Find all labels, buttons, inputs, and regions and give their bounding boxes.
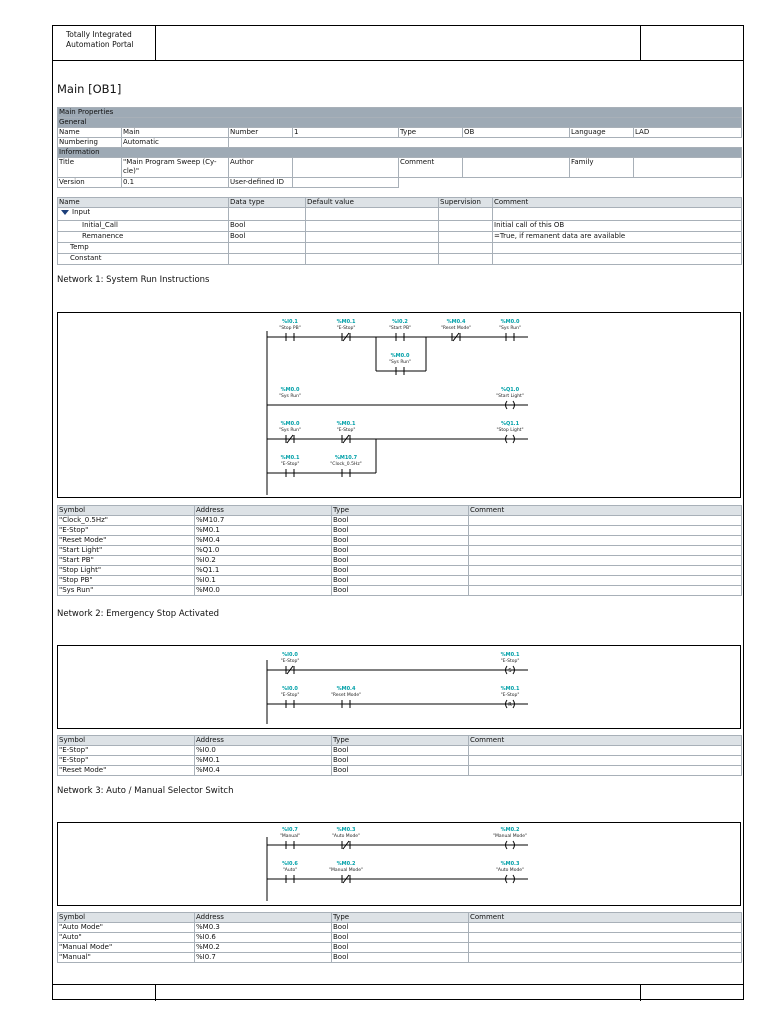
symbol-cell [469, 923, 742, 933]
symbol-cell [469, 516, 742, 526]
title-line1: "Main Program Sweep (Cy- [123, 158, 217, 166]
address-label: %M0.1 [280, 455, 300, 461]
label-type: Type [399, 128, 463, 138]
address-label: %M0.0 [280, 387, 300, 393]
value-version: 0.1 [122, 178, 229, 188]
symbol-cell: "Stop PB" [58, 576, 195, 586]
symbol-row [58, 766, 742, 776]
coil-function-label: S [508, 668, 512, 674]
symbol-row [58, 576, 742, 586]
symbol-cell: "Clock_0.5Hz" [58, 516, 195, 526]
symbol-cell [469, 943, 742, 953]
label-author: Author [229, 158, 293, 178]
footer-divider [640, 985, 641, 1001]
network-1-title: Network 1: System Run Instructions [57, 275, 210, 285]
network-2-title: Network 2: Emergency Stop Activated [57, 609, 220, 619]
symbol-cell: "Sys Run" [58, 586, 195, 596]
page-header [53, 26, 743, 61]
iface-header-type: Data type [229, 198, 306, 208]
symbol-label: "E-Stop" [336, 326, 356, 331]
address-label: %I0.6 [282, 861, 298, 867]
symbol-label: "E-Stop" [280, 659, 300, 664]
empty-cell [439, 232, 493, 243]
symbol-header: Address [195, 736, 332, 746]
symbol-header: Address [195, 506, 332, 516]
symbol-label: "Start Light" [496, 394, 524, 399]
symbol-row [58, 536, 742, 546]
empty-cell [439, 221, 493, 232]
coil-function-label: R [508, 702, 512, 708]
symbol-cell: Bool [332, 546, 469, 556]
symbol-cell: %Q1.0 [195, 546, 332, 556]
address-label: %M0.1 [336, 319, 356, 325]
value-type: OB [463, 128, 570, 138]
symbol-cell: "Start PB" [58, 556, 195, 566]
symbol-header: Address [195, 913, 332, 923]
symbol-cell: Bool [332, 766, 469, 776]
symbol-cell: Bool [332, 943, 469, 953]
symbol-cell: "Stop Light" [58, 566, 195, 576]
iface-header-default: Default value [306, 198, 439, 208]
symbol-label: "Start PB" [388, 326, 412, 331]
symbol-header: Comment [469, 506, 742, 516]
label-numbering: Numbering [58, 138, 122, 148]
value-number: 1 [293, 128, 399, 138]
symbol-header: Comment [469, 736, 742, 746]
symbol-cell: "E-Stop" [58, 756, 195, 766]
symbol-label: "E-Stop" [280, 462, 300, 467]
properties-table [57, 107, 742, 188]
iface-row-name: Remanence [58, 232, 229, 243]
symbol-row [58, 546, 742, 556]
symbol-row [58, 566, 742, 576]
symbol-label: "Clock_0.5Hz" [330, 462, 362, 467]
empty-cell [229, 138, 742, 148]
address-label: %M0.3 [336, 827, 356, 833]
block-title: Main [OB1] [57, 82, 122, 96]
address-label: %M0.0 [390, 353, 410, 359]
symbol-label: "Manual Mode" [328, 868, 364, 873]
symbol-label: "Manual Mode" [492, 834, 528, 839]
network-2-diagram [57, 645, 741, 729]
iface-row-name: Initial_Call [58, 221, 229, 232]
empty-cell [229, 243, 306, 254]
symbol-cell: %I0.1 [195, 576, 332, 586]
value-user-defined-id [293, 178, 399, 188]
iface-constant: Constant [58, 254, 229, 265]
symbol-cell [469, 586, 742, 596]
symbol-cell: "Manual" [58, 953, 195, 963]
page-footer [53, 984, 743, 1001]
address-label: %M0.2 [500, 827, 520, 833]
symbol-header: Type [332, 506, 469, 516]
address-label: %M10.7 [334, 455, 358, 461]
address-label: %M0.4 [336, 686, 356, 692]
empty-cell [493, 243, 742, 254]
value-numbering: Automatic [122, 138, 229, 148]
symbol-label: "E-Stop" [336, 428, 356, 433]
symbol-label: "Auto Mode" [331, 834, 361, 839]
address-label: %M0.0 [500, 319, 520, 325]
symbol-cell: Bool [332, 536, 469, 546]
symbol-row [58, 933, 742, 943]
symbol-label: "Reset Mode" [330, 693, 362, 698]
symbol-label: "Auto Mode" [495, 868, 525, 873]
empty-cell [306, 232, 439, 243]
empty-cell [229, 208, 306, 221]
symbol-cell: %M0.4 [195, 766, 332, 776]
symbol-label: "Manual" [279, 834, 301, 839]
empty-cell [306, 221, 439, 232]
empty-cell [306, 254, 439, 265]
address-label: %I0.7 [282, 827, 298, 833]
symbol-cell: "Start Light" [58, 546, 195, 556]
symbol-cell [469, 933, 742, 943]
symbol-label: "Sys Run" [388, 360, 412, 365]
symbol-header: Symbol [58, 506, 195, 516]
symbol-row [58, 516, 742, 526]
label-number: Number [229, 128, 293, 138]
symbol-cell: Bool [332, 933, 469, 943]
symbol-cell [469, 566, 742, 576]
address-label: %M0.4 [446, 319, 466, 325]
symbol-cell: Bool [332, 586, 469, 596]
symbol-cell: Bool [332, 756, 469, 766]
symbol-cell: Bool [332, 953, 469, 963]
empty-cell [229, 254, 306, 265]
symbol-cell: Bool [332, 746, 469, 756]
network-3-symbol-table [57, 912, 742, 963]
symbol-header: Symbol [58, 913, 195, 923]
empty-cell [439, 208, 493, 221]
label-family: Family [570, 158, 634, 178]
symbol-cell: Bool [332, 516, 469, 526]
iface-row-comment: =True, if remanent data are available [493, 232, 742, 243]
title-line2: cle)" [123, 167, 140, 175]
address-label: %Q1.1 [500, 421, 520, 427]
symbol-row [58, 746, 742, 756]
empty-cell [439, 254, 493, 265]
empty-cell [399, 178, 742, 188]
iface-row-comment: Initial call of this OB [493, 221, 742, 232]
app-name-line1: Totally Integrated [66, 30, 132, 39]
symbol-row [58, 556, 742, 566]
symbol-row [58, 526, 742, 536]
symbol-cell: %I0.7 [195, 953, 332, 963]
header-divider [640, 26, 641, 60]
symbol-cell [469, 746, 742, 756]
symbol-header: Symbol [58, 736, 195, 746]
address-label: %M0.1 [500, 686, 520, 692]
symbol-cell: Bool [332, 923, 469, 933]
symbol-cell: %I0.2 [195, 556, 332, 566]
iface-row-type: Bool [229, 232, 306, 243]
symbol-cell: %I0.0 [195, 746, 332, 756]
symbol-cell: %Q1.1 [195, 566, 332, 576]
symbol-row [58, 756, 742, 766]
address-label: %M0.2 [336, 861, 356, 867]
symbol-cell: %M10.7 [195, 516, 332, 526]
network-3-ladder [58, 823, 740, 905]
symbol-cell: Bool [332, 556, 469, 566]
label-title: Title [58, 158, 122, 178]
symbol-label: "Auto" [282, 868, 298, 873]
symbol-cell: %M0.1 [195, 526, 332, 536]
symbol-cell: %M0.3 [195, 923, 332, 933]
empty-cell [439, 243, 493, 254]
iface-header-name: Name [58, 198, 229, 208]
symbol-row [58, 923, 742, 933]
symbol-label: "E-Stop" [280, 693, 300, 698]
address-label: %M0.3 [500, 861, 520, 867]
symbol-label: "E-Stop" [500, 659, 520, 664]
app-name-line2: Automation Portal [66, 40, 134, 49]
symbol-cell: %M0.0 [195, 586, 332, 596]
iface-input-label: Input [72, 208, 91, 216]
symbol-cell: "Manual Mode" [58, 943, 195, 953]
symbol-cell [469, 526, 742, 536]
empty-cell [493, 208, 742, 221]
value-comment [463, 158, 570, 178]
symbol-cell: "Reset Mode" [58, 766, 195, 776]
symbol-cell: "Reset Mode" [58, 536, 195, 546]
empty-cell [306, 243, 439, 254]
iface-temp: Temp [58, 243, 229, 254]
symbol-cell: Bool [332, 526, 469, 536]
symbol-label: "Sys Run" [498, 326, 522, 331]
symbol-cell: %I0.6 [195, 933, 332, 943]
empty-cell [493, 254, 742, 265]
network-2-ladder [58, 646, 740, 728]
label-user-defined-id: User-defined ID [229, 178, 293, 188]
address-label: %M0.0 [280, 421, 300, 427]
address-label: %I0.2 [392, 319, 408, 325]
symbol-cell: "E-Stop" [58, 526, 195, 536]
symbol-row [58, 586, 742, 596]
symbol-cell: "Auto" [58, 933, 195, 943]
address-label: %M0.1 [500, 652, 520, 658]
symbol-header: Comment [469, 913, 742, 923]
symbol-cell: "Auto Mode" [58, 923, 195, 933]
iface-input-row[interactable] [58, 208, 229, 221]
footer-divider [155, 985, 156, 1001]
network-1-ladder [58, 313, 740, 497]
symbol-cell [469, 546, 742, 556]
network-1-diagram [57, 312, 741, 498]
empty-cell [306, 208, 439, 221]
symbol-row [58, 943, 742, 953]
value-language: LAD [634, 128, 742, 138]
symbol-cell [469, 953, 742, 963]
value-title [122, 158, 229, 178]
network-2-symbol-table [57, 735, 742, 776]
symbol-cell: %M0.4 [195, 536, 332, 546]
symbol-cell [469, 756, 742, 766]
symbol-cell [469, 766, 742, 776]
app-name [53, 26, 156, 60]
label-comment: Comment [399, 158, 463, 178]
symbol-label: "Stop Light" [496, 428, 524, 433]
symbol-label: "Stop PB" [279, 326, 301, 331]
section-information: Information [58, 148, 742, 158]
value-author [293, 158, 399, 178]
section-main-properties: Main Properties [58, 108, 742, 118]
symbol-row [58, 953, 742, 963]
symbol-label: "Sys Run" [278, 394, 302, 399]
network-3-diagram [57, 822, 741, 906]
symbol-cell: %M0.2 [195, 943, 332, 953]
iface-header-supervision: Supervision [439, 198, 493, 208]
label-name: Name [58, 128, 122, 138]
symbol-cell: Bool [332, 576, 469, 586]
address-label: %I0.0 [282, 652, 298, 658]
symbol-label: "Sys Run" [278, 428, 302, 433]
address-label: %Q1.0 [500, 387, 520, 393]
network-1-symbol-table [57, 505, 742, 596]
value-family [634, 158, 742, 178]
symbol-cell: "E-Stop" [58, 746, 195, 756]
address-label: %I0.1 [282, 319, 298, 325]
value-name: Main [122, 128, 229, 138]
symbol-cell [469, 576, 742, 586]
interface-table [57, 197, 742, 265]
symbol-header: Type [332, 736, 469, 746]
address-label: %M0.1 [336, 421, 356, 427]
network-3-title: Network 3: Auto / Manual Selector Switch [57, 786, 234, 796]
label-language: Language [570, 128, 634, 138]
symbol-cell: %M0.1 [195, 756, 332, 766]
address-label: %I0.0 [282, 686, 298, 692]
symbol-label: "E-Stop" [500, 693, 520, 698]
symbol-cell [469, 536, 742, 546]
symbol-cell [469, 556, 742, 566]
label-version: Version [58, 178, 122, 188]
iface-header-comment: Comment [493, 198, 742, 208]
iface-row-type: Bool [229, 221, 306, 232]
symbol-cell: Bool [332, 566, 469, 576]
expand-triangle-icon[interactable] [61, 210, 69, 215]
section-general: General [58, 118, 742, 128]
symbol-header: Type [332, 913, 469, 923]
symbol-label: "Reset Mode" [440, 326, 472, 331]
